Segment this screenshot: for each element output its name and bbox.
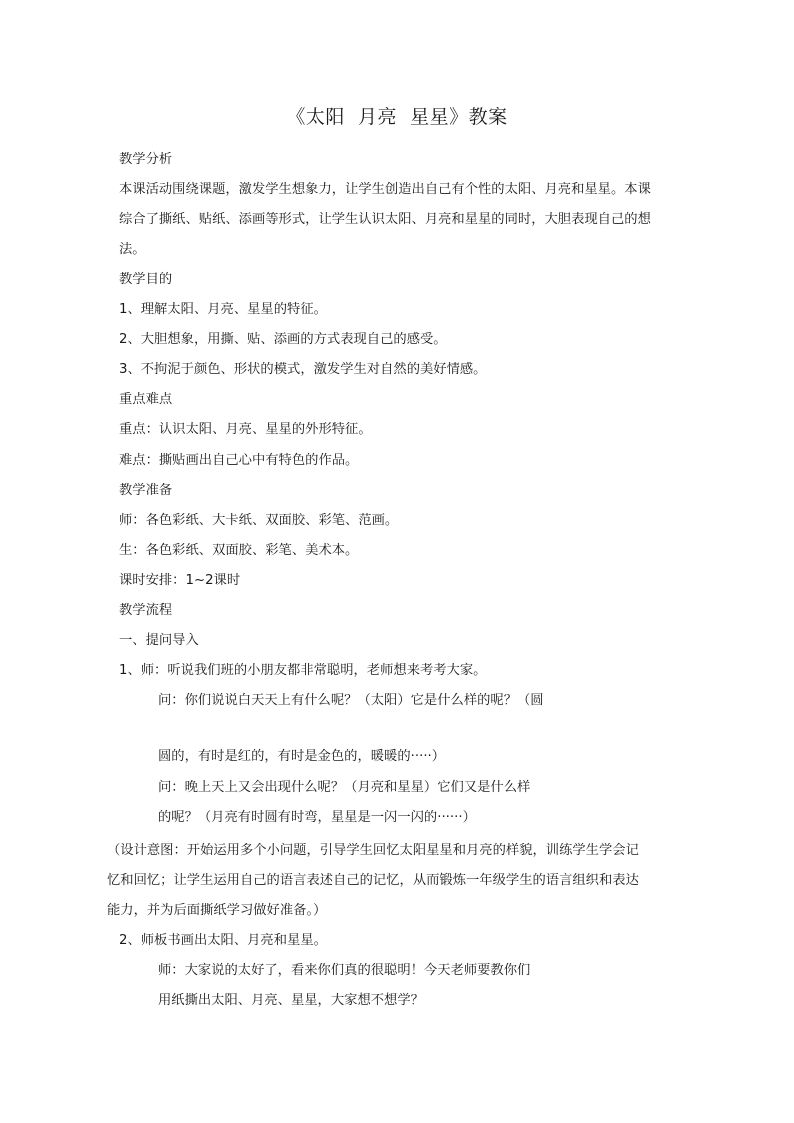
design-note-line: 忆和回忆；让学生运用自己的语言表述自己的记忆，从而锻炼一年级学生的语言组织和表达 [107, 873, 639, 888]
heading-process: 教学流程 [119, 603, 173, 618]
paragraph-line: 课时安排：1~2课时 [119, 573, 241, 588]
paragraph-line: 师：大家说的太好了，看来你们真的很聪明！今天老师要教你们 [158, 963, 531, 978]
paragraph-line: 法。 [119, 242, 146, 257]
list-item: 1、理解太阳、月亮、星星的特征。 [119, 302, 327, 317]
heading-key-points: 重点难点 [119, 392, 173, 407]
paragraph-line: 师：各色彩纸、大卡纸、双面胶、彩笔、范画。 [119, 513, 399, 528]
paragraph-line: 本课活动围绕课题，激发学生想象力，让学生创造出自己有个性的太阳、月亮和星星。本课 [119, 182, 651, 197]
heading-preparation: 教学准备 [119, 483, 173, 498]
paragraph-line: 难点：撕贴画出自己心中有特色的作品。 [119, 453, 359, 468]
design-note-line: 能力，并为后面撕纸学习做好准备。） [107, 903, 327, 918]
paragraph-line: 的呢？（月亮有时圆有时弯，星星是一闪一闪的······） [158, 810, 476, 825]
list-item: 2、师板书画出太阳、月亮和星星。 [119, 933, 327, 948]
paragraph-line: 生：各色彩纸、双面胶、彩笔、美术本。 [119, 543, 359, 558]
paragraph-line: 重点：认识太阳、月亮、星星的外形特征。 [119, 422, 372, 437]
paragraph-line: 用纸撕出太阳、月亮、星星，大家想不想学？ [158, 993, 424, 1008]
list-item: 3、不拘泥于颜色、形状的模式，激发学生对自然的美好情感。 [119, 362, 487, 377]
paragraph-line: 问：你们说说白天天上有什么呢？（太阳）它是什么样的呢？（圆 [158, 693, 544, 708]
paragraph-line: 问：晚上天上又会出现什么呢？（月亮和星星）它们又是什么样 [158, 780, 531, 795]
list-item: 1、师：听说我们班的小朋友都非常聪明，老师想来考考大家。 [119, 663, 487, 678]
heading-analysis: 教学分析 [119, 152, 173, 167]
heading-objectives: 教学目的 [119, 272, 173, 287]
list-item: 2、大胆想象，用撕、贴、添画的方式表现自己的感受。 [119, 332, 447, 347]
section-heading: 一、提问导入 [119, 633, 199, 648]
paragraph-line: 综合了撕纸、贴纸、添画等形式，让学生认识太阳、月亮和星星的同时，大胆表现自己的想 [119, 212, 651, 227]
paragraph-line: 圆的，有时是红的，有时是金色的，暖暖的·····） [158, 749, 446, 764]
design-note-line: （设计意图：开始运用多个小问题，引导学生回忆太阳星星和月亮的样貌，训练学生学会记 [107, 843, 639, 858]
document-title: 《太阳 月亮 星星》教案 [286, 106, 508, 128]
